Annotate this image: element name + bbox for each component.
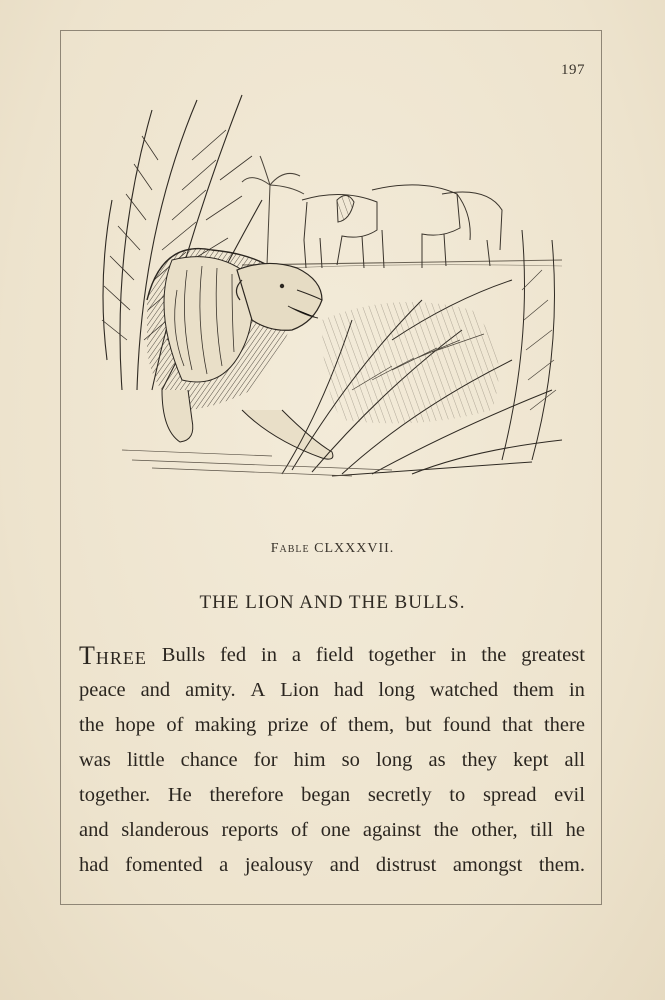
word: distrust [375, 854, 437, 876]
word: and [329, 854, 360, 876]
word: to [449, 784, 466, 806]
word: as [428, 749, 446, 771]
word: and [140, 679, 171, 701]
word: evil [554, 784, 585, 806]
word: greatest [521, 644, 585, 666]
word: in [261, 644, 277, 666]
word: them [513, 679, 555, 701]
word: jealousy [244, 854, 314, 876]
word: of [291, 819, 309, 841]
word: so [341, 749, 360, 771]
word: a [291, 644, 301, 666]
body-line-2 [79, 673, 585, 708]
word: watched [429, 679, 499, 701]
word: long [375, 749, 413, 771]
word: prize [267, 714, 309, 736]
word: kept [513, 749, 549, 771]
body-line-3 [79, 708, 585, 743]
word: one [320, 819, 351, 841]
word: A [250, 679, 266, 701]
word: the [481, 644, 507, 666]
word: He [167, 784, 192, 806]
body-line-7 [79, 848, 585, 883]
word: therefore [209, 784, 284, 806]
word: amity. [185, 679, 236, 701]
word: till [530, 819, 554, 841]
word: them, [348, 714, 395, 736]
fable-body-text [79, 638, 585, 883]
body-line-4 [79, 743, 585, 778]
first-word: Three [79, 641, 147, 670]
word: of [166, 714, 184, 736]
word: began [301, 784, 351, 806]
word: long [378, 679, 415, 701]
word: there [543, 714, 585, 736]
word: that [501, 714, 533, 736]
word: and [79, 819, 109, 841]
body-line-6 [79, 813, 585, 848]
word: they [461, 749, 497, 771]
word: other, [471, 819, 518, 841]
word: chance [180, 749, 238, 771]
word: fed [219, 644, 247, 666]
word: spread [482, 784, 537, 806]
word: them. [538, 854, 585, 876]
word: was [79, 749, 111, 771]
word: slanderous [121, 819, 209, 841]
word: found [442, 714, 491, 736]
word: in [450, 644, 467, 666]
word: a [219, 854, 229, 876]
word: for [253, 749, 278, 771]
word: had [79, 854, 109, 876]
word: the [433, 819, 459, 841]
word: against [362, 819, 421, 841]
word: making [194, 714, 257, 736]
word: little [126, 749, 165, 771]
word: Bulls [161, 644, 206, 666]
word: amongst [452, 854, 523, 876]
word: hope [115, 714, 156, 736]
word: secretly [367, 784, 432, 806]
word: field [315, 644, 354, 666]
lion-and-bulls-engraving-icon [92, 90, 574, 480]
word: him [293, 749, 326, 771]
body-line-5 [79, 778, 585, 813]
fable-title: THE LION AND THE BULLS. [199, 592, 466, 613]
word: all [564, 749, 585, 771]
fable-number: Fable CLXXXVII. [270, 541, 395, 556]
word: together. [79, 784, 151, 806]
word: Lion [280, 679, 319, 701]
page-number: 197 [561, 62, 585, 78]
word: of [319, 714, 337, 736]
word: together [368, 644, 436, 666]
word: fomented [125, 854, 203, 876]
word: but [405, 714, 432, 736]
word: had [333, 679, 364, 701]
word: peace [79, 679, 126, 701]
body-line-1 [79, 638, 585, 673]
word: he [565, 819, 585, 841]
word: reports [221, 819, 279, 841]
word: in [568, 679, 585, 701]
word: the [79, 714, 105, 736]
